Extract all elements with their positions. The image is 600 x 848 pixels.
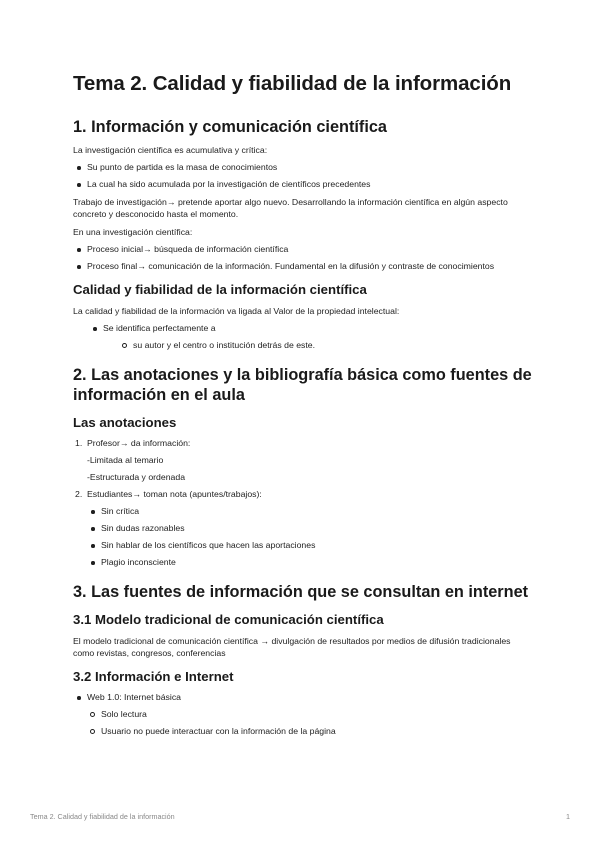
section-1-subheading: Calidad y fiabilidad de la información científica: [73, 282, 367, 297]
list-number: 2.: [75, 489, 83, 499]
list-item: [73, 438, 533, 483]
section-3-2-heading: 3.2 Información e Internet: [73, 669, 234, 684]
nested-list: [119, 340, 533, 351]
section-1-process-list: [73, 244, 533, 272]
list-subline: -Limitada al temario: [87, 455, 164, 465]
section-1-bullet-list: [73, 162, 533, 190]
section-3-1-paragraph: El modelo tradicional de comunicación científica → divulgación de resultados por medios de difusión tradicionales como revistas, congresos, conferencias: [73, 636, 511, 658]
list-item: La cual ha sido acumulada por la investigación de científicos precedentes: [73, 179, 533, 190]
section-1-intro: La investigación científica es acumulativa y crítica:: [73, 145, 268, 155]
section-1-paragraph: Trabajo de investigación→ pretende aportar algo nuevo. Desarrollando la información científica en algún aspecto concreto y desconocido hasta el momento.: [73, 197, 508, 219]
section-1-paragraph: En una investigación científica:: [73, 227, 193, 237]
section-1-heading: 1. Información y comunicación científica: [73, 118, 387, 136]
list-item: [73, 692, 533, 737]
list-item: Proceso inicial→ búsqueda de información científica: [73, 244, 533, 255]
list-item-text: Estudiantes→ toman nota (apuntes/trabajos):: [87, 489, 262, 499]
list-item: Proceso final→ comunicación de la información. Fundamental en la difusión y contraste de conocimientos: [73, 261, 533, 272]
section-2-subheading: Las anotaciones: [73, 415, 177, 430]
footer-title: Tema 2. Calidad y fiabilidad de la información: [30, 812, 175, 821]
list-item: [89, 323, 533, 351]
list-item-text: Web 1.0: Internet básica: [87, 692, 182, 702]
list-number: 1.: [75, 438, 83, 448]
nested-list: [87, 709, 533, 737]
section-1-sub-paragraph: La calidad y fiabilidad de la información va ligada al Valor de la propiedad intelectual:: [73, 306, 400, 316]
list-item: Solo lectura: [87, 709, 533, 720]
list-subline: -Estructurada y ordenada: [87, 472, 186, 482]
list-item-text: Se identifica perfectamente a: [103, 323, 216, 333]
nested-list: [87, 506, 533, 568]
section-3-heading: 3. Las fuentes de información que se consultan en internet: [73, 583, 529, 601]
list-item: [73, 489, 533, 568]
list-item: su autor y el centro o institución detrás de este.: [119, 340, 533, 351]
page-title: Tema 2. Calidad y fiabilidad de la información: [73, 72, 512, 95]
document-body: [73, 72, 533, 743]
list-item: Usuario no puede interactuar con la información de la página: [87, 726, 533, 737]
list-item: Plagio inconsciente: [87, 557, 533, 568]
list-item: Sin dudas razonables: [87, 523, 533, 534]
section-1-sub-bullet-list: [89, 323, 533, 351]
section-3-1-heading: 3.1 Modelo tradicional de comunicación científica: [73, 612, 384, 627]
list-item: Sin hablar de los científicos que hacen las aportaciones: [87, 540, 533, 551]
web-list: [73, 692, 533, 737]
annotations-ordered-list: [73, 438, 533, 568]
section-2-heading: 2. Las anotaciones y la bibliografía básica como fuentes de información en el aula: [73, 366, 532, 404]
list-item-text: Profesor→ da información:: [87, 438, 191, 448]
list-item: Sin crítica: [87, 506, 533, 517]
list-item: Su punto de partida es la masa de conocimientos: [73, 162, 533, 173]
page-number: 1: [566, 812, 570, 821]
